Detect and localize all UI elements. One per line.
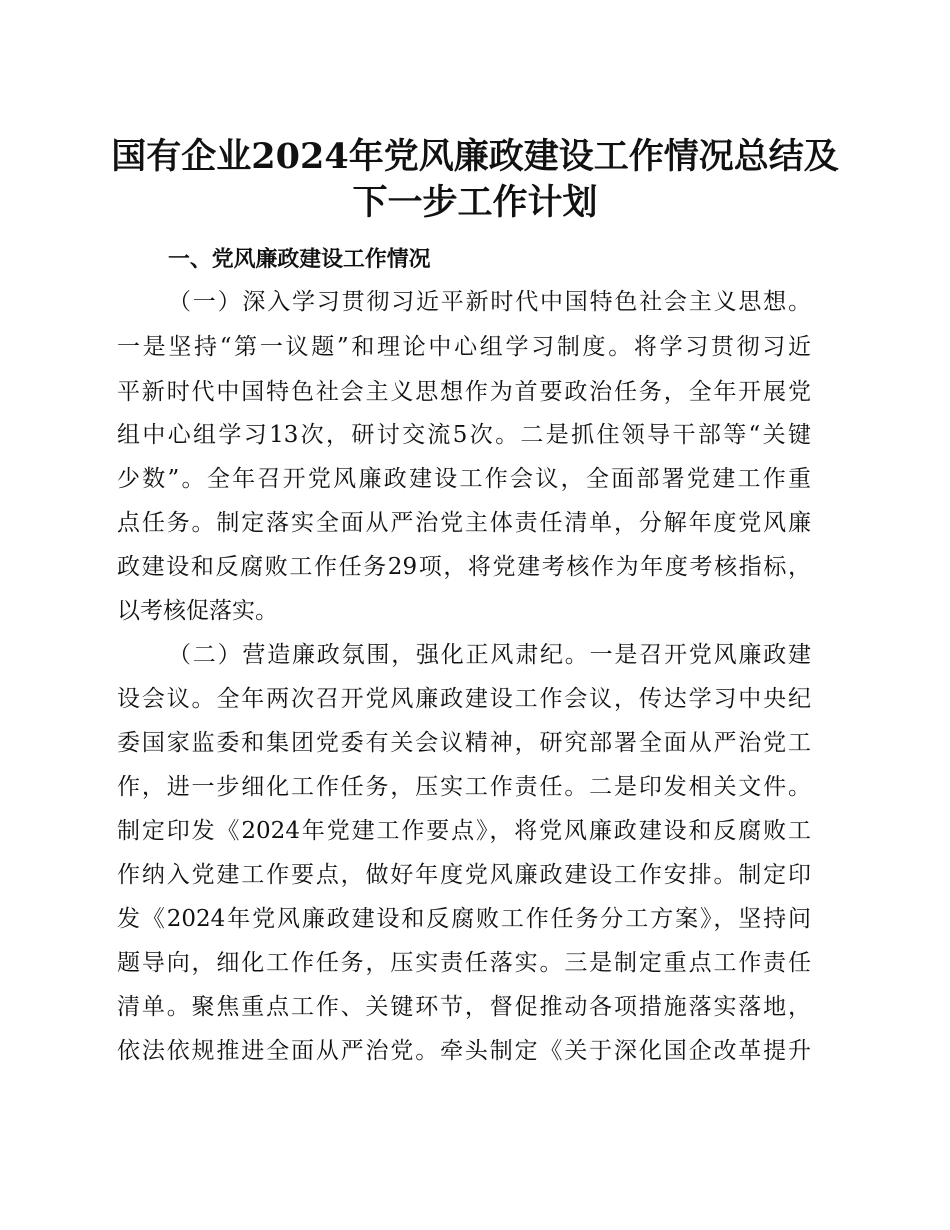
paragraph-2-line: 发《2024年党风廉政建设和反腐败工作任务分工方案》，坚持问 bbox=[117, 906, 811, 932]
paragraph-1-line: 一是坚持“第一议题”和理论中心组学习制度。将学习贯彻习近 bbox=[117, 334, 811, 360]
document-title-line-1: 国有企业2024年党风廉政建设工作情况总结及 bbox=[111, 136, 839, 177]
paragraph-2-line: 设会议。全年两次召开党风廉政建设工作会议，传达学习中央纪 bbox=[117, 686, 811, 712]
paragraph-2-line: （二）营造廉政氛围，强化正风肃纪。一是召开党风廉政建 bbox=[168, 642, 811, 668]
paragraph-2-line: 依法依规推进全面从严治党。牵头制定《关于深化国企改革提升 bbox=[117, 1038, 811, 1064]
paragraph-1-line: 组中心组学习13次，研讨交流5次。二是抓住领导干部等“关键 bbox=[117, 422, 811, 448]
paragraph-1-line: 点任务。制定落实全面从严治党主体责任清单，分解年度党风廉 bbox=[117, 510, 811, 536]
paragraph-1-line: 少数”。全年召开党风廉政建设工作会议，全面部署党建工作重 bbox=[117, 466, 811, 492]
paragraph-2-line: 作纳入党建工作要点，做好年度党风廉政建设工作安排。制定印 bbox=[117, 862, 811, 888]
document-title-line-2: 下一步工作计划 bbox=[352, 182, 598, 223]
paragraph-1-line: 平新时代中国特色社会主义思想作为首要政治任务，全年开展党 bbox=[117, 379, 811, 405]
paragraph-2-line: 制定印发《2024年党建工作要点》，将党风廉政建设和反腐败工 bbox=[117, 818, 811, 844]
paragraph-2-line: 委国家监委和集团党委有关会议精神，研究部署全面从严治党工 bbox=[117, 730, 811, 756]
paragraph-2-line: 作，进一步细化工作任务，压实工作责任。二是印发相关文件。 bbox=[117, 774, 811, 800]
paragraph-2-line: 清单。聚焦重点工作、关键环节，督促推动各项措施落实落地， bbox=[117, 994, 811, 1020]
paragraph-1-line: （一）深入学习贯彻习近平新时代中国特色社会主义思想。 bbox=[168, 289, 811, 315]
paragraph-1-line: 以考核促落实。 bbox=[117, 598, 278, 624]
paragraph-1-line: 政建设和反腐败工作任务29项，将党建考核作为年度考核指标， bbox=[117, 554, 811, 580]
paragraph-2-line: 题导向，细化工作任务，压实责任落实。三是制定重点工作责任 bbox=[117, 950, 811, 976]
section-heading: 一、党风廉政建设工作情况 bbox=[168, 247, 431, 272]
